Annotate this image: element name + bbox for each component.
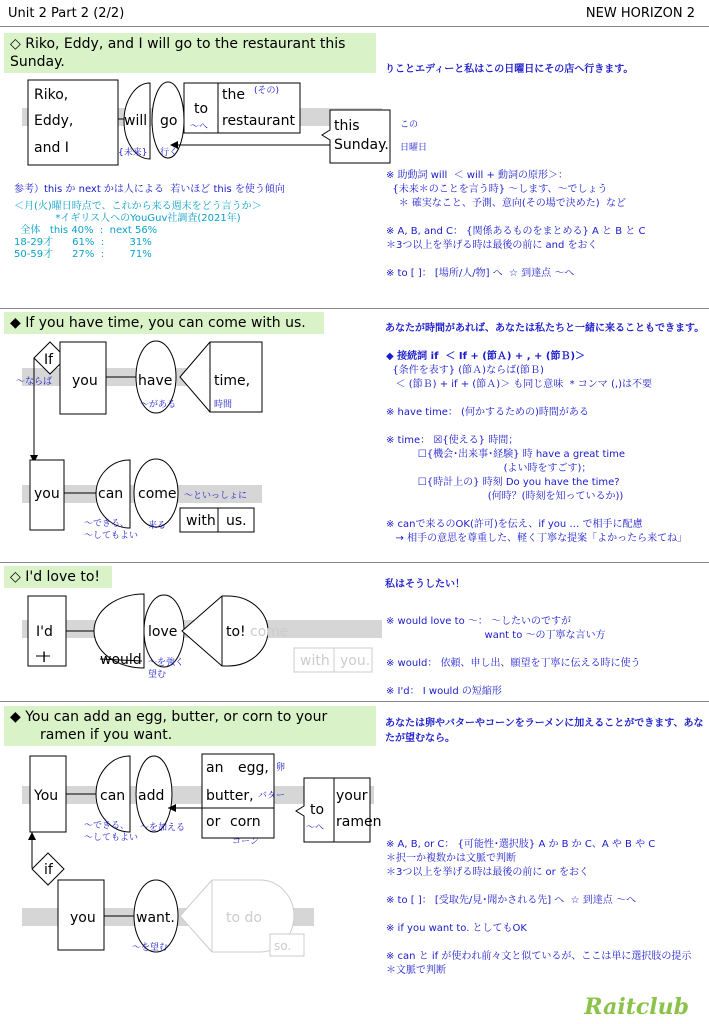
diagram-2 <box>0 335 380 545</box>
divider <box>0 562 709 563</box>
sentence-3-translation: 私はそうしたい！ <box>385 579 465 590</box>
come-ghost-word: come <box>250 624 289 640</box>
sentence-3: ◇ I'd love to! <box>4 566 112 588</box>
or-word: or <box>206 814 221 830</box>
gloss-to: 〜へ <box>190 122 209 132</box>
gloss-together: 〜といっしょに <box>184 491 248 501</box>
sentence-4-line-2: ramen if you want. <box>40 727 173 743</box>
divider <box>0 308 709 309</box>
to-word: to! <box>226 624 246 640</box>
diagram-3 <box>0 586 380 686</box>
you-word: you <box>72 373 98 389</box>
you-word: You <box>34 788 59 804</box>
sentence-2-translation: あなたが時間があれば、あなたは私たちと一緒に来ることもできます。 <box>385 323 705 334</box>
grammar-notes-2: {条件を表す} (節Ａ)ならば(節Ｂ) ＜ (節Ｂ) + if + (節Ａ)＞ も同じ意味 * コンマ (,)は不要 ※ have time： (何かするための)時間がある ※ time： ☒{使える} 時間； ☐{機会･出来事･経験} 時 have a great time (よい時をすごす)； ☐{時計上の} 時刻 Do you have the time? (何時？(時刻を知っているか)) ※ canで来るのOK(許可)を伝え、if you … で相手に配慮 → 相手の意思を尊重した、軽く丁寧な提案「よかったら来てね」 <box>386 365 688 544</box>
sentence-4 <box>4 706 376 746</box>
gloss-add: 〜を加える <box>140 823 186 833</box>
come-word: come <box>138 486 177 502</box>
gloss-corn: コーン <box>232 837 259 847</box>
gloss-have: 〜がある <box>140 400 177 410</box>
gloss-to: 〜へ <box>306 823 325 833</box>
us-word: us. <box>226 513 247 529</box>
would-struck-word: would <box>100 652 142 668</box>
to-word: to <box>194 101 209 117</box>
sentence-1: ◇ Riko, Eddy, and I will go to the restaurant this Sunday. <box>4 33 376 73</box>
eddy-word: Eddy, <box>34 113 74 129</box>
i-struck-word: I <box>42 650 47 666</box>
so-ghost-word: so. <box>274 939 292 953</box>
textbook-title: NEW HORIZON 2 <box>585 6 695 21</box>
your-word: your <box>336 788 368 804</box>
the-word: the <box>222 87 245 103</box>
if-word: if <box>44 862 53 878</box>
gloss-go: 行く <box>160 148 179 158</box>
sentence-2: ◆ If you have time, you can come with us. <box>4 312 324 334</box>
gloss-this: この <box>400 120 419 130</box>
to-do-ghost-word: to do <box>226 910 262 926</box>
grammar-notes-4: ※ A, B, or C： {可能性･選択肢} A か B か C、A や B や C ＊択一か複数かは文脈で判断 ＊3つ以上を挙げる時は最後の前に or をおく ※ to [ ]： [受取先/見･聞かされる先] へ ☆ 到達点 〜へ ※ if you want to. としてもOK ※ can と if が使われ前々文と似ているが、ここは単に選択肢の提示 ＊文脈で判断 <box>386 839 692 976</box>
have-word: have <box>138 373 173 389</box>
add-word: add <box>138 788 165 804</box>
love-word: love <box>148 624 178 640</box>
butter-word: butter, <box>206 788 254 804</box>
an-word: an <box>206 760 224 776</box>
ramen-word: ramen <box>336 814 382 830</box>
sentence-1-translation: りことエディーと私はこの日曜日にその店へ行きます。 <box>385 64 634 75</box>
want-word: want. <box>136 910 175 926</box>
sunday-word: Sunday. <box>334 137 389 153</box>
sentence-4-translation: あなたは卵やバターやコーンをラーメンに加えることができます、あなたが望むなら。 <box>385 718 704 744</box>
gloss-come: 来る <box>148 521 167 531</box>
gloss-if: 〜ならば <box>16 377 53 387</box>
restaurant-word: restaurant <box>222 113 295 129</box>
gloss-can: 〜できる、 〜してもよい <box>84 821 139 843</box>
if-word: If <box>44 352 54 368</box>
gloss-want: 〜を望む <box>132 943 169 953</box>
this-word: this <box>334 118 360 134</box>
can-word: can <box>100 788 126 804</box>
gloss-egg: 卵 <box>276 763 286 773</box>
time-word: time, <box>214 373 251 389</box>
gloss-can: 〜できる、 〜してもよい <box>84 519 139 541</box>
egg-word: egg, <box>238 760 269 776</box>
grammar-notes-2-title: ◆ 接続詞 if ＜ If + (節Ａ) + , + (節Ｂ)＞ <box>386 351 586 362</box>
you-2-word: you <box>34 486 60 502</box>
unit-title: Unit 2 Part 2 (2/2) <box>8 6 125 21</box>
gloss-sunday: 日曜日 <box>400 143 428 153</box>
reference-note: 参考）this か next かは人による 若いほど this を使う傾向 <box>14 184 285 195</box>
you-2-word: you <box>70 910 96 926</box>
sentence-4-line-1: ◆ You can add an egg, butter, or corn to your <box>10 709 328 725</box>
id-word: I'd <box>36 624 53 640</box>
gloss-time: 時間 <box>214 400 233 410</box>
with-ghost-word: with <box>300 653 330 669</box>
to-word: to <box>310 802 325 818</box>
with-word: with <box>186 513 216 529</box>
gloss-the: (その) <box>254 86 280 96</box>
gloss-will: {未来} <box>118 148 148 158</box>
corn-word: corn <box>230 814 261 830</box>
gloss-butter: バター <box>258 791 286 801</box>
you-ghost-word: you. <box>340 653 371 669</box>
riko-word: Riko, <box>34 87 69 103</box>
divider <box>0 701 709 702</box>
go-word: go <box>160 113 178 129</box>
can-word: can <box>98 486 124 502</box>
divider <box>0 26 709 27</box>
diagram-1 <box>0 75 389 175</box>
and-i-word: and I <box>34 140 69 156</box>
survey-note: ＜月(火)曜日時点で、これから来る週末をどう言うか＞ *イギリス人へのYouGuv社調査(2021年) 全体 this 40% : next 56% 18-29才 61% : 31% 50-59才 27% : 71% <box>14 201 262 260</box>
grammar-notes-3: ※ would love to 〜： 〜したいのですが want to 〜の丁寧な言い方 ※ would： 依頼、申し出、願望を丁寧に伝える時に使う ※ I'd： I would の短縮形 <box>386 616 641 697</box>
gloss-love: 〜を強く 望む <box>148 658 185 680</box>
diagram-4 <box>0 748 380 963</box>
raitclub-logo: Raitclub <box>584 994 689 1020</box>
grammar-notes-1: ※ 助動詞 will ＜ will + 動詞の原形＞： {未来＊のことを言う時} 〜します、〜でしょう ＊ 確実なこと、予測、意向(その場で決めた) など ※ A, B, and C： {関係あるものをまとめる} A と B と C ＊3つ以上を挙げる時は最後の前に and をおく ※ to [ ]： [場所/人/物] へ ☆ 到達点 〜へ <box>386 170 646 279</box>
will-word: will <box>124 113 148 129</box>
